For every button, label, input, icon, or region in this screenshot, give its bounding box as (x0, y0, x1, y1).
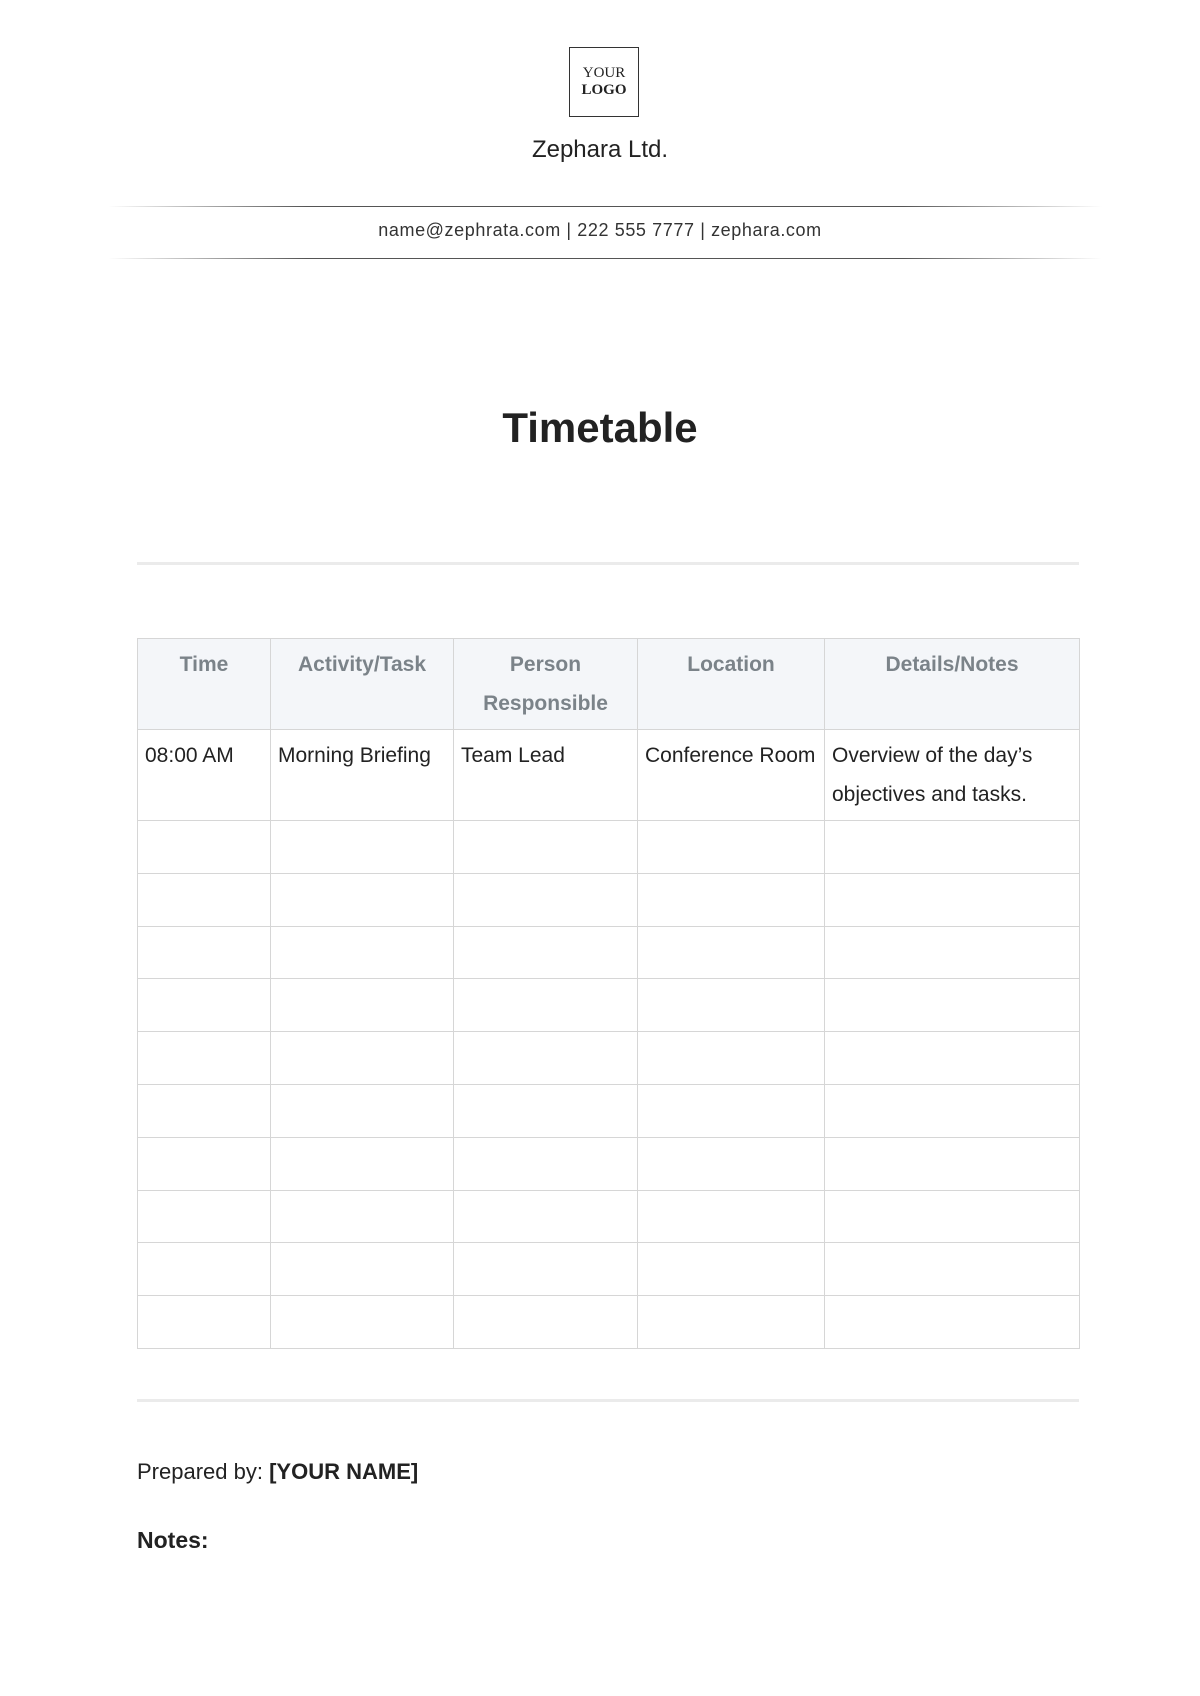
table-cell (638, 1243, 825, 1296)
table-cell (825, 821, 1080, 874)
prepared-name: [YOUR NAME] (269, 1459, 419, 1484)
table-cell (825, 1296, 1080, 1349)
table-row-empty (138, 1084, 1080, 1137)
table-cell (138, 1190, 271, 1243)
table-cell: Team Lead (454, 730, 638, 821)
logo-placeholder (569, 47, 639, 117)
table-cell (271, 821, 454, 874)
table-cell (271, 1190, 454, 1243)
table-cell (271, 1084, 454, 1137)
divider (137, 1399, 1079, 1402)
column-header: Person Responsible (454, 639, 638, 730)
divider (137, 562, 1079, 565)
table-cell (825, 1243, 1080, 1296)
prepared-by (137, 1459, 418, 1485)
table-row-empty (138, 821, 1080, 874)
table-cell (825, 979, 1080, 1032)
table-cell (638, 1190, 825, 1243)
table-cell (271, 1032, 454, 1085)
table-cell (138, 873, 271, 926)
table-cell (454, 873, 638, 926)
column-header: Activity/Task (271, 639, 454, 730)
divider (108, 206, 1102, 207)
table-cell (638, 873, 825, 926)
table-cell (271, 1137, 454, 1190)
table-cell (271, 926, 454, 979)
table-row-empty (138, 1296, 1080, 1349)
table-cell (638, 1084, 825, 1137)
table-cell (638, 1137, 825, 1190)
table-cell (454, 979, 638, 1032)
logo-text: YOUR (582, 65, 626, 81)
table-row-empty (138, 979, 1080, 1032)
table-row (138, 730, 1080, 821)
table-cell (825, 1032, 1080, 1085)
column-header: Location (638, 639, 825, 730)
table-cell (825, 1190, 1080, 1243)
table-cell (454, 1190, 638, 1243)
timetable (137, 638, 1080, 1349)
table-row-empty (138, 1137, 1080, 1190)
table-row-empty (138, 1032, 1080, 1085)
table-cell (271, 1296, 454, 1349)
table-cell (138, 926, 271, 979)
contact-info: name@zephrata.com | 222 555 7777 | zephara.com (378, 220, 822, 240)
table-cell (138, 1243, 271, 1296)
page-title: Timetable (502, 404, 698, 451)
table-cell (454, 1032, 638, 1085)
table-cell (138, 1137, 271, 1190)
table-cell (454, 1243, 638, 1296)
table-cell (271, 873, 454, 926)
table-cell: Conference Room (638, 730, 825, 821)
table-cell (454, 1296, 638, 1349)
table-cell (138, 1032, 271, 1085)
table-cell (454, 821, 638, 874)
table-row-empty (138, 926, 1080, 979)
table-cell (825, 873, 1080, 926)
table-cell (825, 1084, 1080, 1137)
table-row-empty (138, 873, 1080, 926)
table-cell (138, 1084, 271, 1137)
table-cell (825, 1137, 1080, 1190)
prepared-label: Prepared by: (137, 1459, 263, 1484)
table-cell (138, 979, 271, 1032)
table-cell: Overview of the day’s objectives and tasks. (825, 730, 1080, 821)
company-name: Zephara Ltd. (531, 136, 669, 163)
notes-label: Notes: (137, 1527, 209, 1553)
table-cell (138, 1296, 271, 1349)
table-cell (454, 1084, 638, 1137)
table-cell: 08:00 AM (138, 730, 271, 821)
table-cell (825, 926, 1080, 979)
table-cell (638, 979, 825, 1032)
table-header-row (138, 639, 1080, 730)
table-row-empty (138, 1190, 1080, 1243)
table-row-empty (138, 1243, 1080, 1296)
divider (108, 258, 1102, 259)
table-cell (638, 926, 825, 979)
table-cell (638, 1032, 825, 1085)
table-cell (271, 979, 454, 1032)
column-header: Details/Notes (825, 639, 1080, 730)
table-cell (138, 821, 271, 874)
table-cell (454, 926, 638, 979)
table-cell (271, 1243, 454, 1296)
column-header: Time (138, 639, 271, 730)
table-cell (638, 821, 825, 874)
table-cell (454, 1137, 638, 1190)
logo-text: LOGO (581, 82, 627, 98)
table-cell: Morning Briefing (271, 730, 454, 821)
table-cell (638, 1296, 825, 1349)
